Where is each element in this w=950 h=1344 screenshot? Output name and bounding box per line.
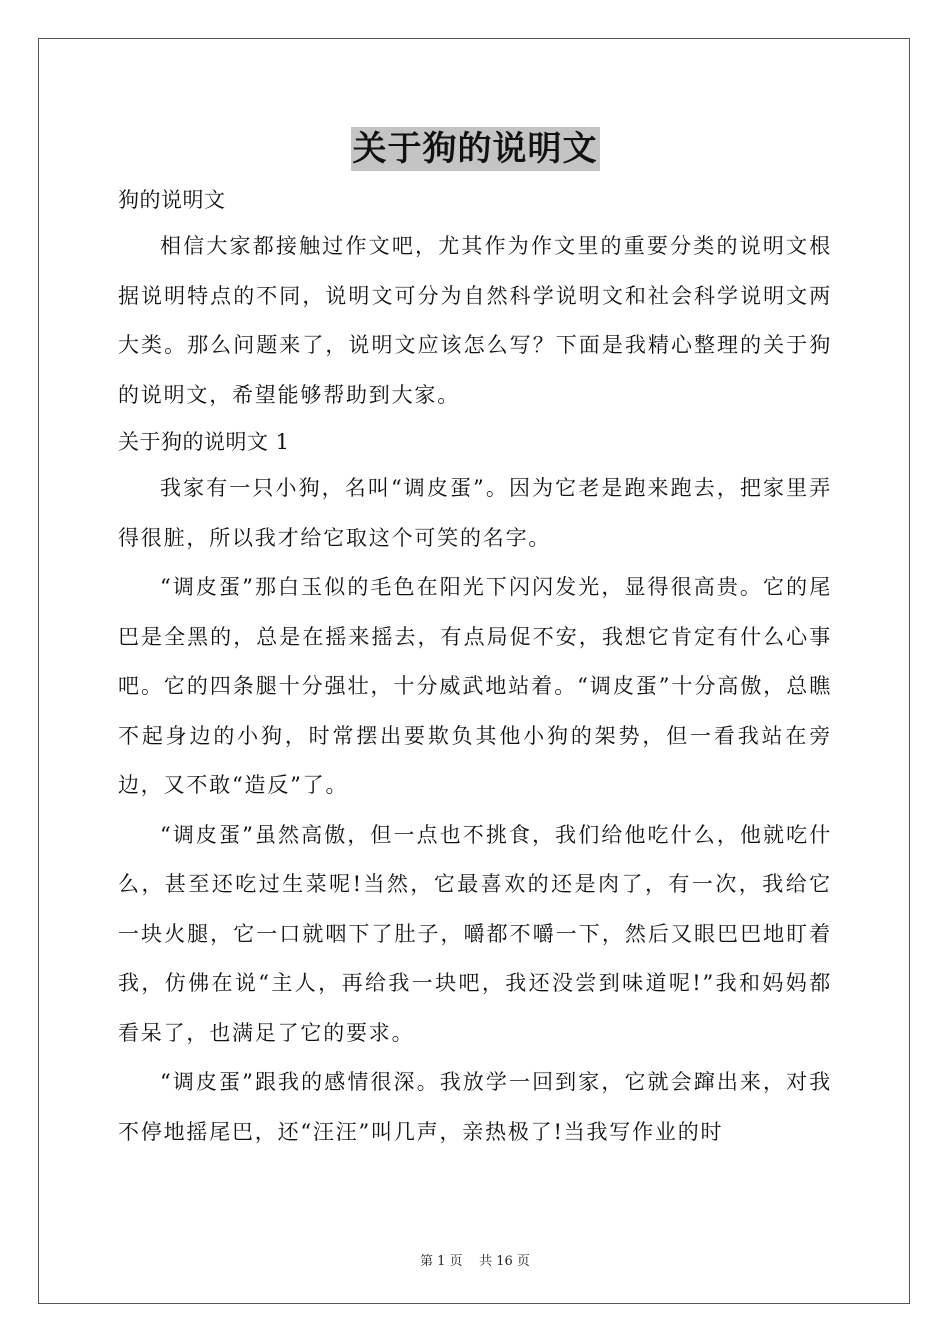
document-body (118, 178, 832, 1157)
body-paragraph-3: “调皮蛋”虽然高傲，但一点也不挑食，我们给他吃什么，他就吃什么，甚至还吃过生菜呢!当然，它最喜欢的还是肉了，有一次，我给它一块火腿，它一口就咽下了肚子，嚼都不嚼一下，然后又眼巴巴地盯着我，仿佛在说“主人，再给我一块吧，我还没尝到味道呢!”我和妈妈都看呆了，也满足了它的要求。 (118, 822, 832, 1045)
body-paragraph-2: “调皮蛋”那白玉似的毛色在阳光下闪闪发光，显得很高贵。它的尾巴是全黑的，总是在摇来摇去，有点局促不安，我想它肯定有什么心事吧。它的四条腿十分强壮，十分威武地站着。“调皮蛋”十分高傲，总瞧不起身边的小狗，时常摆出要欺负其他小狗的架势，但一看我站在旁边，又不敢“造反”了。 (118, 575, 832, 797)
page-footer (0, 1250, 950, 1269)
intro-paragraph: 相信大家都接触过作文吧，尤其作为作文里的重要分类的说明文根据说明特点的不同，说明文可分为自然科学说明文和社会科学说明文两大类。那么问题来了，说明文应该怎么写？下面是我精心整理的关于狗的说明文，希望能够帮助到大家。 (118, 234, 832, 407)
body-paragraph-1: 我家有一只小狗，名叫“调皮蛋”。因为它老是跑来跑去，把家里弄得很脏，所以我才给它取这个可笑的名字。 (118, 476, 832, 550)
page-number: 第 1 页 (420, 1254, 463, 1269)
document-title: 关于狗的说明文 (352, 129, 598, 169)
section-heading: 关于狗的说明文 1 (118, 430, 290, 454)
body-paragraph-4: “调皮蛋”跟我的感情很深。我放学一回到家，它就会蹿出来，对我不停地摇尾巴，还“汪汪”叫几声，亲热极了!当我写作业的时 (118, 1070, 832, 1144)
subtitle: 狗的说明文 (118, 188, 226, 212)
total-pages: 共 16 页 (479, 1254, 530, 1269)
title-container (0, 127, 950, 171)
